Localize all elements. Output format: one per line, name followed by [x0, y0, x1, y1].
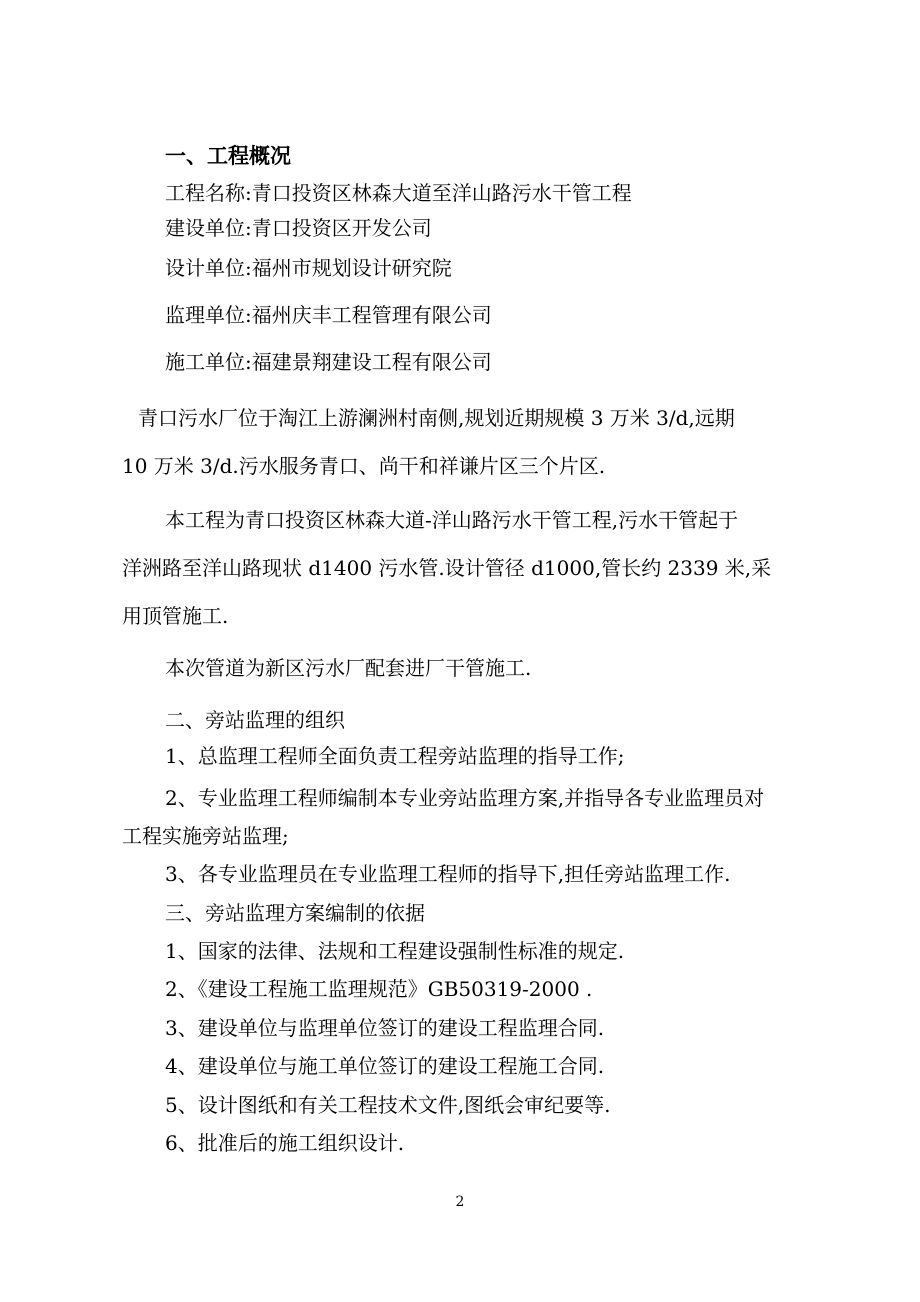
org-item-3: 3、各专业监理员在专业监理工程师的指导下,担任旁站监理工作. [165, 862, 731, 886]
basis-item-1: 1、国家的法律、法规和工程建设强制性标准的规定. [165, 939, 625, 963]
paragraph-project-line3: 用顶管施工. [122, 604, 229, 628]
paragraph-plant-line2: 10 万米 3/d.污水服务青口、尚干和祥谦片区三个片区. [122, 454, 606, 478]
supervisor-line: 监理单位:福州庆丰工程管理有限公司 [165, 303, 492, 327]
paragraph-plant-line1: 青口污水厂位于淘江上游澜洲村南侧,规划近期规模 3 万米 3/d,远期 [138, 406, 735, 430]
paragraph-project-line2: 洋洲路至洋山路现状 d1400 污水管.设计管径 d1000,管长约 2339 米,采 [122, 556, 772, 580]
owner-line: 建设单位:青口投资区开发公司 [165, 216, 432, 240]
section-heading-overview: 一、工程概况 [165, 143, 291, 168]
paragraph-project-line1: 本工程为青口投资区林森大道-洋山路污水干管工程,污水干管起于 [165, 508, 739, 532]
section-heading-basis: 三、旁站监理方案编制的依据 [165, 901, 425, 925]
basis-item-4: 4、建设单位与施工单位签订的建设工程施工合同. [165, 1054, 605, 1078]
basis-item-3: 3、建设单位与监理单位签订的建设工程监理合同. [165, 1016, 605, 1040]
designer-line: 设计单位:福州市规划设计研究院 [165, 256, 452, 280]
basis-item-5: 5、设计图纸和有关工程技术文件,图纸会审纪要等. [165, 1093, 611, 1117]
section-heading-organization: 二、旁站监理的组织 [165, 708, 345, 732]
org-item-2-line1: 2、专业监理工程师编制本专业旁站监理方案,并指导各专业监理员对 [165, 786, 765, 810]
paragraph-pipeline: 本次管道为新区污水厂配套进厂干管施工. [165, 656, 532, 680]
org-item-2-line2: 工程实施旁站监理; [122, 824, 289, 848]
page-number: 2 [455, 1194, 465, 1210]
basis-item-6: 6、批准后的施工组织设计. [165, 1131, 405, 1155]
basis-item-2: 2、《建设工程施工监理规范》GB50319-2000 . [165, 977, 593, 1001]
org-item-1: 1、总监理工程师全面负责工程旁站监理的指导工作; [165, 744, 625, 768]
project-name-line: 工程名称:青口投资区林森大道至洋山路污水干管工程 [165, 181, 632, 205]
contractor-line: 施工单位:福建景翔建设工程有限公司 [165, 350, 492, 374]
